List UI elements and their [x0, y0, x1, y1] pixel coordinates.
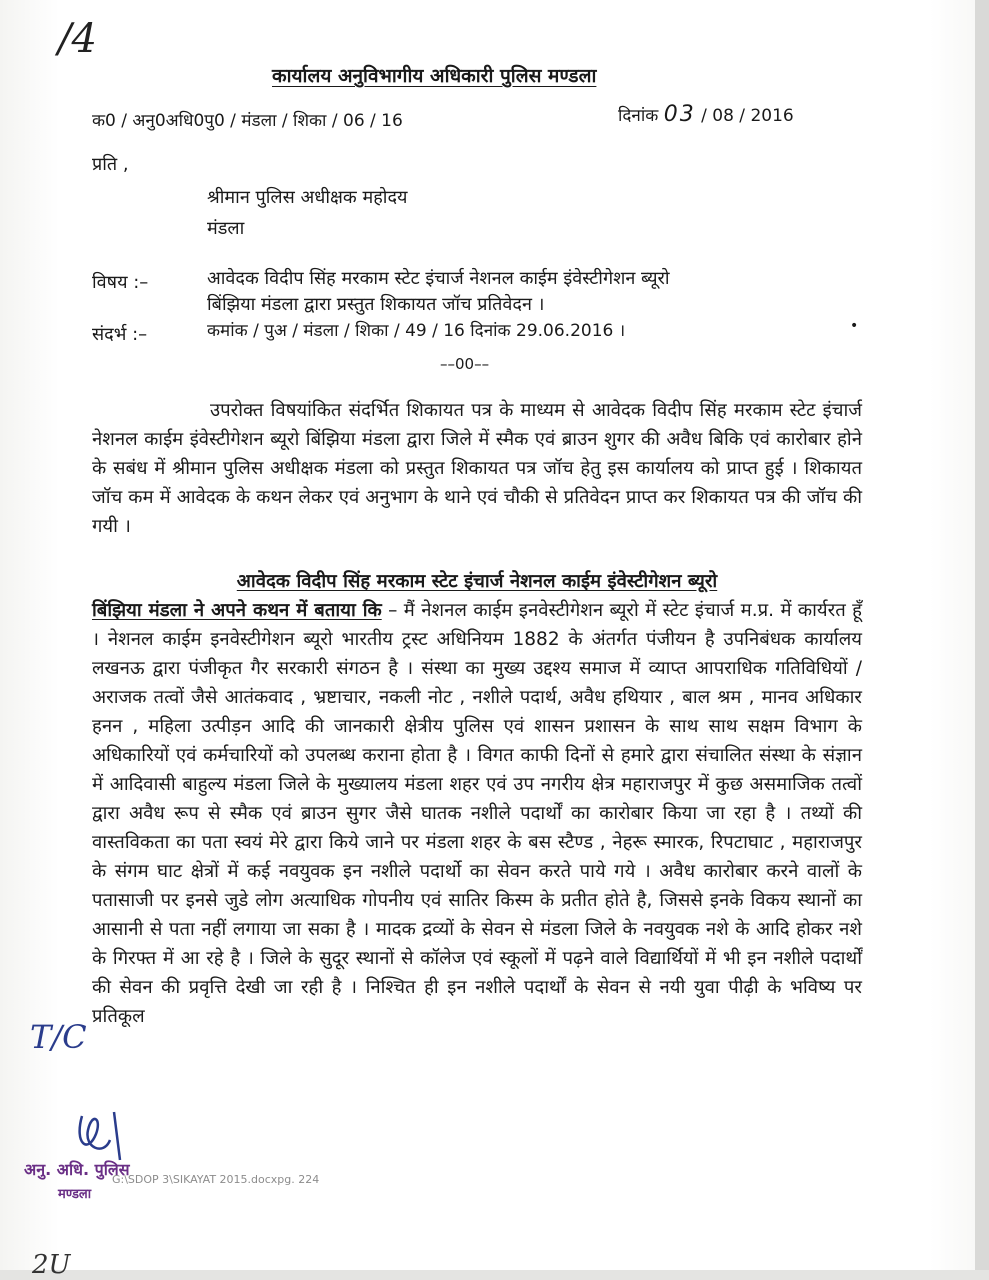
page-bottom-edge	[0, 1270, 989, 1280]
body-paragraph-2	[92, 567, 862, 1031]
date-month-year: / 08 / 2016	[701, 106, 794, 126]
stamp-place: मण्डला	[58, 1187, 92, 1202]
office-heading: कार्यालय अनुविभागीय अधिकारी पुलिस मण्डला	[272, 65, 597, 87]
handwritten-bottom-mark: 2U	[32, 1250, 71, 1280]
subject-line-1: आवेदक विदीप सिंह मरकाम स्टेट इंचार्ज नेशनल काईम इंवेस्टीगेशन ब्यूरो	[207, 268, 670, 289]
reference-value: कमांक / पुअ / मंडला / शिका / 49 / 16 दिनांक 29.06.2016 ।	[207, 321, 626, 341]
recipient-place: मंडला	[207, 218, 245, 239]
statement-lead-line-1: आवेदक विदीप सिंह मरकाम स्टेट इंचार्ज नेशनल काईम इंवेस्टीगेशन ब्यूरो	[236, 571, 718, 592]
signature-scribble	[44, 1104, 194, 1164]
stamp-designation: अनु. अधि. पुलिस	[24, 1160, 130, 1179]
handwritten-corner-mark: /4	[58, 16, 97, 62]
margin-note-tc: T/C	[30, 1018, 87, 1056]
body-paragraph-1: उपरोक्त विषयांकित संदर्भित शिकायत पत्र के माध्यम से आवेदक विदीप सिंह मरकाम स्टेट इंचार्ज नेशनल काईम इंवेस्टीगेशन ब्यूरो बिंझिया मंडला द्वारा जिले में स्मैक एवं ब्राउन शुगर की अवैध बिकि एवं कारोबार होने के सबंध में श्रीमान पुलिस अधीक्षक मंडला को प्रस्तुत शिकायत पत्र जॉच हेतु इस कार्यालय को प्राप्त हुई । शिकायत जॉच कम में आवेदक के कथन लेकर एवं अनुभाग के थाने एवं चौकी से प्रतिवेदन प्राप्त कर शिकायत पत्र की जॉच की गयी ।	[92, 400, 862, 537]
page-edge-shadow	[975, 0, 989, 1280]
recipient-title: श्रीमान पुलिस अधीक्षक महोदय	[207, 187, 408, 208]
section-separator: ––00––	[440, 355, 490, 373]
subject-label: विषय :–	[92, 272, 149, 293]
subject-line-2: बिंझिया मंडला द्वारा प्रस्तुत शिकायत जॉच प्रतिवेदन ।	[207, 294, 545, 315]
statement-text: – मैं नेशनल काईम इनवेस्टीगेशन ब्यूरो में स्टेट इंचार्ज म.प्र. में कार्यरत हूँ । नेशनल काईम इनवेस्टीगेशन ब्यूरो भारतीय ट्रस्ट अधिनियम 1882 के अंतर्गत पंजीयन है उपनिबंधक कार्यालय लखनऊ द्वारा पंजीकृत गैर सरकारी संगठन है । संस्था का मुख्य उद्दश्य समाज में व्याप्त आपराधिक गतिविधियों / अराजक तत्वों जैसे आतंकवाद , भ्रष्टाचार, नकली नोट , नशीले पदार्थ, अवैध हथियार , बाल श्रम , मानव अधिकार हनन , महिला उत्पीड़न आदि की जानकारी क्षेत्रीय पुलिस एवं शासन प्रशासन के साथ साथ सक्षम विभाग के अधिकारियों एवं कर्मचारियों को उपलब्ध कराना होता है । विगत काफी दिनों से हमारे द्वारा संचालित संस्था के संज्ञान में आदिवासी बाहुल्य मंडला जिले के मुख्यालय मंडला शहर एवं उप नगरीय क्षेत्र महाराजपुर में कुछ असमाजिक तत्वों द्वारा अवैध रूप से स्मैक एवं ब्राउन सुगर जैसे घातक नशीले पदार्थों का कारोबार किया जा रहा है । तथ्यों की वास्तविकता का पता स्वयं मेरे द्वारा किये जाने पर मंडला शहर के बस स्टैण्ड , नेहरू स्मारक, रिपटाघाट , महाराजपुर के संगम घाट क्षेत्रों में कई नवयुवक इन नशीले पदार्थो का सेवन करते पाये गये । अवैध कारोबार करने वालों के पतासाजी पर इनसे जुडे लोग अत्याधिक गोपनीय एवं सातिर किस्म के प्रतीत होते है, जिससे इनके विकय स्थानों का आसानी से पता नहीं लगाया जा सका है । मादक द्रव्यों के सेवन से मंडला जिले के नवयुवक नशे के आदि होकर नशे के गिरफ्त में आ रहे है । जिले के सुदूर स्थानों से कॉलेज एवं स्कूलों में पढ़ने वाले विद्यार्थियों में भी इन नशीले पदार्थों की सेवन की प्रवृत्ति देखी जा रही है । निश्चित ही इन नशीले पदार्थों के सेवन से नयी युवा पीढ़ी के भविष्य पर प्रतिकूल	[92, 600, 862, 1027]
reference-label: संदर्भ :–	[92, 324, 148, 345]
footer-file-path: G:\SDOP 3\SIKAYAT 2015.docxpg. 224	[112, 1173, 320, 1186]
date-day-handwritten: 03	[663, 102, 696, 127]
statement-lead-line-2: बिंझिया मंडला ने अपने कथन में बताया कि	[92, 600, 382, 621]
reference-number: क0 / अनु0अधि0पु0 / मंडला / शिका / 06 / 16	[92, 111, 403, 131]
date-label: दिनांक	[618, 106, 659, 126]
salutation-to: प्रति ,	[92, 154, 129, 175]
official-stamp	[24, 1112, 174, 1208]
stray-dot: •	[850, 318, 859, 334]
letter-date	[618, 102, 794, 127]
